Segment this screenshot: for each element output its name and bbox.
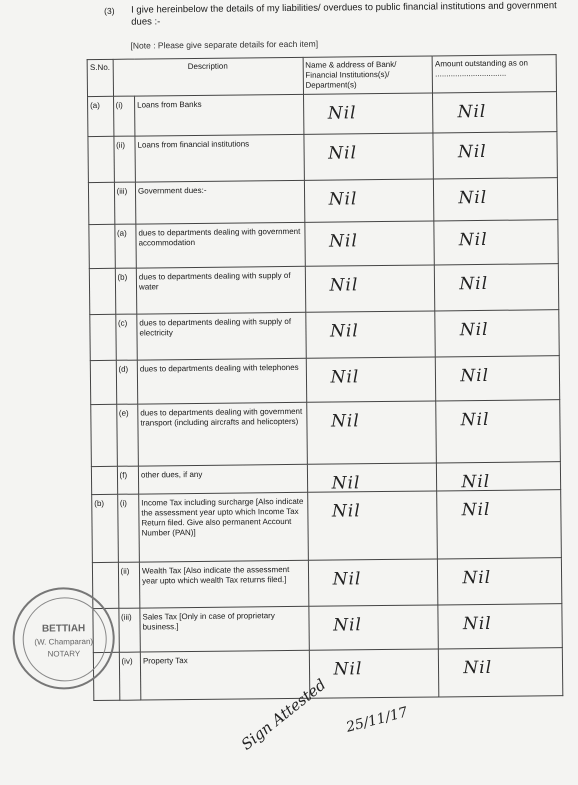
table-header-row bbox=[87, 55, 556, 97]
row-amount-value: Nil bbox=[459, 273, 489, 295]
section-number: (3) bbox=[104, 5, 115, 16]
row-amount bbox=[436, 400, 560, 463]
table-row bbox=[88, 178, 557, 225]
row-sub-number: (c) bbox=[115, 314, 137, 360]
table-row bbox=[93, 604, 562, 653]
row-name-address-value: Nil bbox=[333, 615, 363, 636]
row-description: Loans from financial institutions bbox=[135, 134, 304, 182]
row-sno bbox=[90, 314, 116, 360]
table-row bbox=[89, 220, 558, 269]
note-text: [Note : Please give separate details for each item] bbox=[130, 38, 319, 51]
row-sub-number: (b) bbox=[115, 268, 137, 314]
row-amount bbox=[435, 310, 559, 357]
row-sno bbox=[88, 136, 114, 182]
table-body bbox=[88, 92, 563, 701]
table-row bbox=[92, 490, 562, 563]
row-description: dues to departments dealing with supply of water bbox=[136, 266, 305, 314]
row-name-address bbox=[304, 221, 434, 266]
table-row bbox=[88, 92, 557, 137]
row-sub-number: (d) bbox=[116, 360, 138, 404]
row-description: dues to departments dealing with supply of electricity bbox=[137, 312, 306, 360]
row-name-address bbox=[306, 401, 436, 464]
row-name-address bbox=[304, 179, 434, 222]
row-sub-number: (i) bbox=[117, 494, 139, 562]
row-description: Income Tax including surcharge [Also indicate the assessment year upto which Income Tax Return filed. Give also permanent Account Number (PAN)] bbox=[139, 492, 308, 562]
row-sub-number: (iii) bbox=[114, 182, 136, 224]
notary-seal bbox=[12, 587, 115, 690]
row-amount-value: Nil bbox=[457, 101, 487, 123]
row-amount-value: Nil bbox=[460, 409, 490, 431]
row-name-address bbox=[305, 311, 435, 358]
row-name-address-value: Nil bbox=[330, 411, 360, 432]
table-row bbox=[88, 132, 557, 183]
section-heading-text: I give hereinbelow the details of my liabilities/ overdues to public financial institutions and government dues :- bbox=[131, 0, 557, 28]
row-name-address-value: Nil bbox=[331, 501, 361, 522]
header-name-address: Name & address of Bank/ Financial Institutions(s)/ Department(s) bbox=[303, 56, 433, 94]
row-amount bbox=[438, 604, 562, 649]
row-amount-value: Nil bbox=[461, 471, 491, 493]
table-row bbox=[93, 648, 562, 701]
row-sub-number: (f) bbox=[117, 466, 139, 494]
header-sno: S.No. bbox=[87, 59, 113, 96]
row-sno: (a) bbox=[88, 96, 114, 136]
row-description: Sales Tax [Only in case of proprietary business.] bbox=[140, 606, 309, 652]
header-amount: Amount outstanding as on ................................ bbox=[432, 55, 556, 93]
row-name-address bbox=[303, 93, 433, 134]
row-sub-number: (e) bbox=[116, 404, 138, 466]
row-name-address bbox=[304, 133, 434, 180]
row-name-address bbox=[308, 605, 438, 650]
row-amount bbox=[434, 178, 558, 221]
table-row bbox=[92, 558, 561, 609]
table-row bbox=[90, 310, 559, 361]
seal-district: (W. Champaran) bbox=[34, 637, 94, 647]
row-description: Wealth Tax [Also indicate the assessment year upto which wealth Tax returns filed.] bbox=[139, 560, 308, 608]
row-sno bbox=[89, 268, 115, 314]
row-name-address-value: Nil bbox=[333, 659, 363, 680]
row-description: dues to departments dealing with government accommodation bbox=[136, 222, 305, 268]
row-amount bbox=[433, 132, 557, 179]
row-name-address bbox=[305, 265, 435, 312]
row-amount-value: Nil bbox=[463, 657, 493, 679]
row-name-address-value: Nil bbox=[328, 189, 358, 210]
liabilities-table bbox=[87, 54, 564, 701]
row-name-address-value: Nil bbox=[327, 103, 357, 124]
seal-town: BETTIAH bbox=[41, 623, 86, 635]
row-sno bbox=[91, 404, 117, 466]
row-amount bbox=[437, 462, 561, 491]
row-sno: (b) bbox=[92, 494, 118, 562]
table-row bbox=[91, 400, 561, 467]
row-name-address bbox=[306, 357, 436, 402]
row-sub-number: (i) bbox=[113, 96, 135, 136]
row-amount-value: Nil bbox=[461, 499, 491, 521]
row-name-address-value: Nil bbox=[332, 569, 362, 590]
header-description: Description bbox=[113, 57, 303, 96]
row-amount-value: Nil bbox=[458, 187, 488, 209]
row-description: dues to departments dealing with government transport (including aircrafts and helicopters) bbox=[138, 402, 307, 466]
row-amount-value: Nil bbox=[457, 141, 487, 163]
row-name-address-value: Nil bbox=[330, 367, 360, 388]
row-name-address-value: Nil bbox=[329, 321, 359, 342]
row-name-address bbox=[307, 463, 437, 492]
row-amount bbox=[439, 648, 563, 697]
row-name-address bbox=[308, 559, 438, 606]
row-description: dues to departments dealing with telephones bbox=[137, 358, 306, 404]
row-sno bbox=[88, 182, 114, 224]
row-amount-value: Nil bbox=[458, 229, 488, 251]
row-name-address bbox=[309, 649, 439, 698]
row-name-address-value: Nil bbox=[328, 143, 358, 164]
row-amount bbox=[436, 356, 560, 401]
table-row bbox=[89, 264, 558, 315]
table-row bbox=[90, 356, 559, 405]
row-amount bbox=[438, 558, 562, 605]
row-sub-number: (iii) bbox=[118, 608, 140, 652]
row-amount bbox=[435, 264, 559, 311]
row-sub-number: (ii) bbox=[118, 562, 140, 608]
signature-attested: Sign Attested bbox=[237, 675, 330, 754]
row-amount bbox=[437, 490, 561, 559]
row-amount bbox=[433, 92, 557, 133]
row-sno bbox=[91, 466, 117, 494]
row-description: Loans from Banks bbox=[135, 94, 304, 136]
row-sno bbox=[90, 360, 116, 404]
row-amount-value: Nil bbox=[462, 613, 492, 635]
signature-date: 25/11/17 bbox=[344, 704, 410, 736]
row-description: Government dues:- bbox=[135, 180, 304, 224]
row-amount bbox=[434, 220, 558, 265]
row-sub-number: (iv) bbox=[119, 652, 141, 700]
row-name-address-value: Nil bbox=[331, 473, 361, 494]
row-amount-value: Nil bbox=[462, 567, 492, 589]
row-amount-value: Nil bbox=[460, 365, 490, 387]
row-name-address bbox=[307, 491, 437, 560]
row-name-address-value: Nil bbox=[329, 275, 359, 296]
row-name-address-value: Nil bbox=[329, 231, 358, 252]
row-sno bbox=[89, 224, 115, 268]
row-sub-number: (a) bbox=[114, 224, 136, 268]
row-sub-number: (ii) bbox=[113, 136, 135, 182]
row-description: other dues, if any bbox=[138, 464, 307, 494]
row-description: Property Tax bbox=[140, 650, 309, 700]
row-amount-value: Nil bbox=[459, 319, 489, 341]
seal-title: NOTARY bbox=[47, 649, 81, 659]
